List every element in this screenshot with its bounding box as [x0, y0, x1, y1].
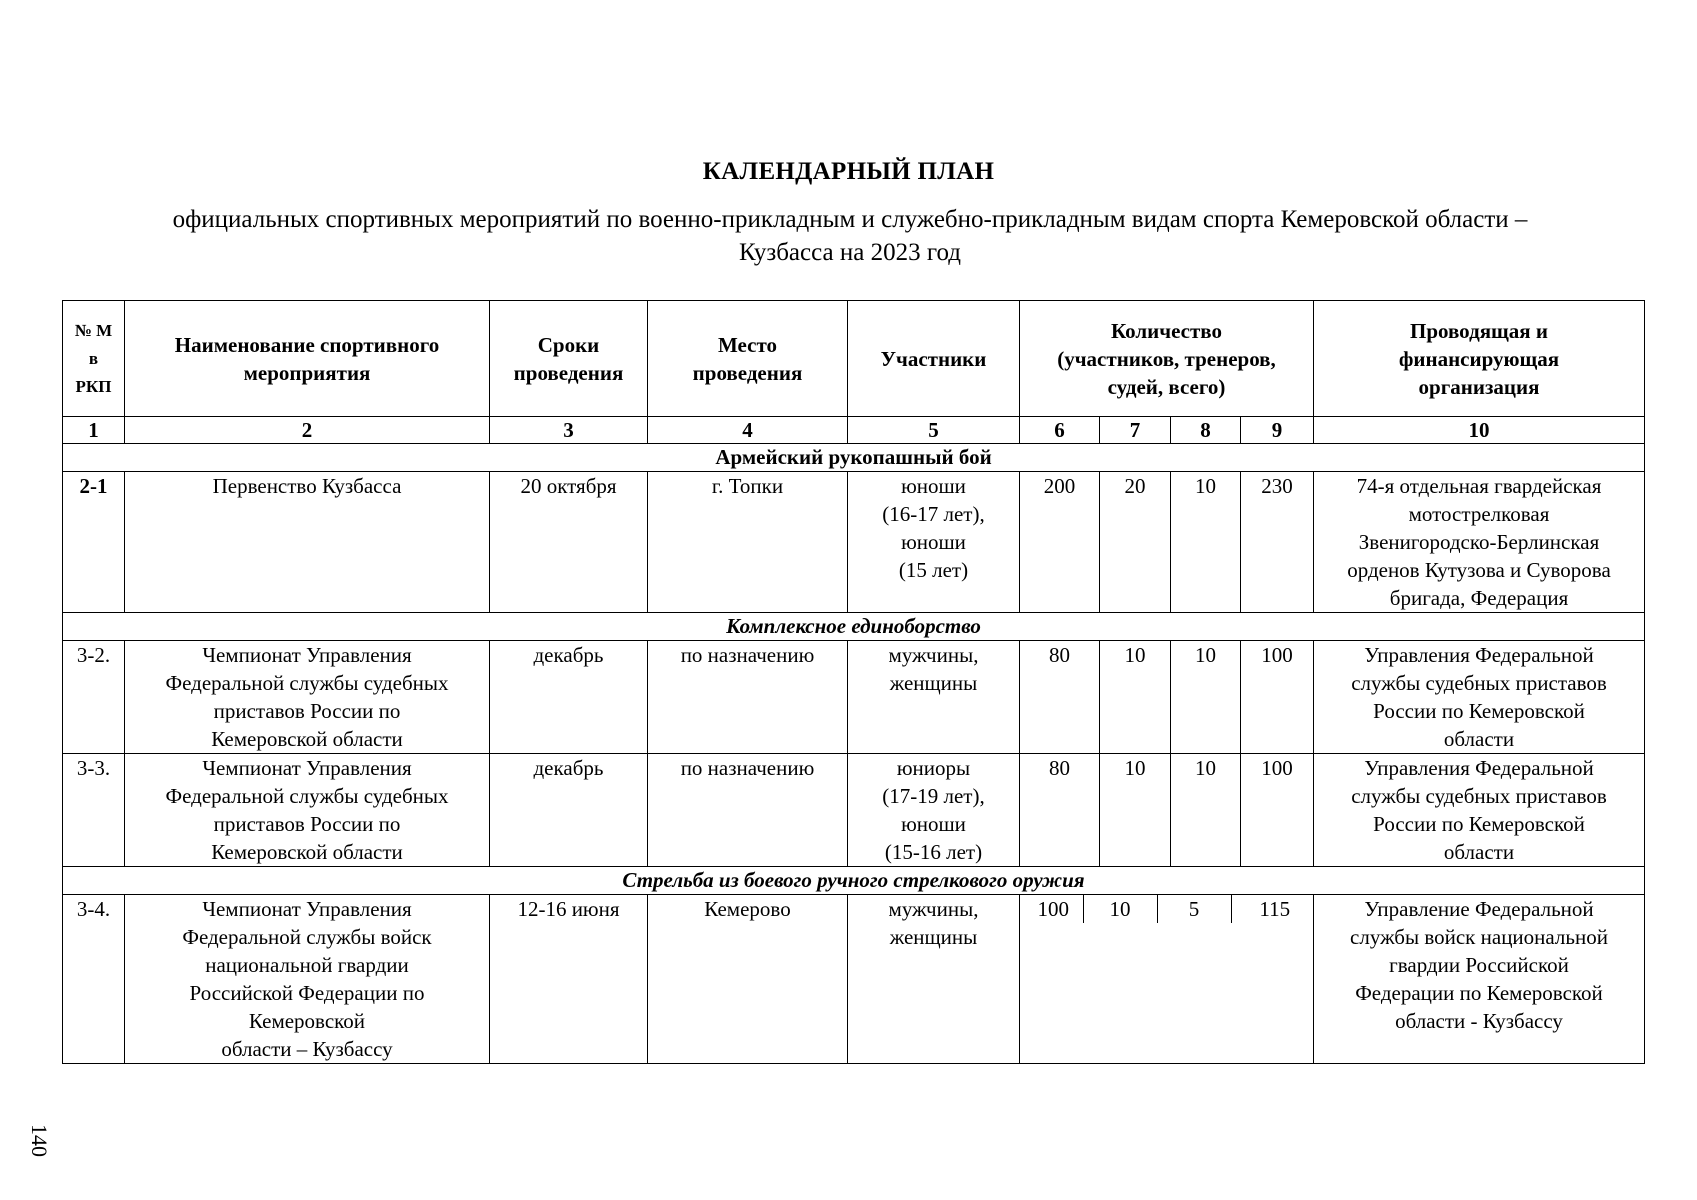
header-name: Наименование спортивного мероприятия	[125, 301, 490, 417]
cell-place: по назначению	[648, 754, 848, 867]
page-number: 140	[27, 1124, 52, 1157]
cell-place: Кемерово	[648, 895, 848, 1064]
header-num: № М в РКП	[63, 301, 125, 417]
column-number: 6	[1020, 417, 1100, 444]
section-row	[63, 444, 1645, 472]
cell-participants-count: 80	[1020, 754, 1100, 867]
document-subtitle	[70, 203, 1630, 269]
counts-inner-table	[1024, 895, 1318, 923]
cell-total-count: 115	[1231, 895, 1318, 923]
cell-num: 3-4.	[63, 895, 125, 1064]
cell-dates: декабрь	[490, 641, 648, 754]
header-count: Количество (участников, тренеров, судей, всего)	[1020, 301, 1314, 417]
cell-place: по назначению	[648, 641, 848, 754]
column-number: 4	[648, 417, 848, 444]
subtitle-line-1: официальных спортивных мероприятий по военно-прикладным и служебно-прикладным видам спорта Кемеровской области –	[172, 206, 1528, 233]
cell-judges-count: 5	[1157, 895, 1231, 923]
cell-participants: мужчины, женщины	[848, 641, 1020, 754]
header-participants: Участники	[848, 301, 1020, 417]
cell-counts-group	[1020, 895, 1314, 1064]
cell-total-count: 100	[1241, 754, 1314, 867]
cell-coaches-count: 10	[1100, 641, 1171, 754]
table-row	[63, 641, 1645, 754]
cell-coaches-count: 10	[1083, 895, 1157, 923]
cell-org: 74-я отдельная гвардейская мотострелковая Звенигородско-Берлинская орденов Кутузова и Суворова бригада, Федерация	[1314, 472, 1645, 613]
cell-participants: юниоры (17-19 лет), юноши (15-16 лет)	[848, 754, 1020, 867]
subtitle-line-2: Кузбасса на 2023 год	[739, 239, 961, 266]
cell-participants: юноши (16-17 лет), юноши (15 лет)	[848, 472, 1020, 613]
cell-participants: мужчины, женщины	[848, 895, 1020, 1064]
header-dates: Сроки проведения	[490, 301, 648, 417]
section-title: Армейский рукопашный бой	[63, 444, 1645, 472]
cell-judges-count: 10	[1171, 641, 1241, 754]
cell-judges-count: 10	[1171, 754, 1241, 867]
cell-total-count: 230	[1241, 472, 1314, 613]
header-org: Проводящая и финансирующая организация	[1314, 301, 1645, 417]
cell-name: Чемпионат Управления Федеральной службы судебных приставов России по Кемеровской области	[125, 641, 490, 754]
cell-dates: 20 октября	[490, 472, 648, 613]
column-numbers-row	[63, 417, 1645, 444]
cell-num: 3-2.	[63, 641, 125, 754]
document-title: КАЛЕНДАРНЫЙ ПЛАН	[702, 158, 995, 185]
cell-judges-count: 10	[1171, 472, 1241, 613]
calendar-plan-table	[62, 300, 1645, 1064]
table-row	[63, 472, 1645, 613]
section-row	[63, 613, 1645, 641]
header-place: Место проведения	[648, 301, 848, 417]
cell-org: Управление Федеральной службы войск национальной гвардии Российской Федерации по Кемеровской области - Кузбассу	[1314, 895, 1645, 1064]
column-number: 10	[1314, 417, 1645, 444]
cell-name: Чемпионат Управления Федеральной службы судебных приставов России по Кемеровской области	[125, 754, 490, 867]
cell-num: 3-3.	[63, 754, 125, 867]
table-row	[63, 754, 1645, 867]
cell-org: Управления Федеральной службы судебных приставов России по Кемеровской области	[1314, 641, 1645, 754]
column-number: 7	[1100, 417, 1171, 444]
cell-participants-count: 100	[1037, 897, 1069, 921]
column-number: 3	[490, 417, 648, 444]
cell-coaches-count: 20	[1100, 472, 1171, 613]
cell-num: 2-1	[63, 472, 125, 613]
section-title: Стрельба из боевого ручного стрелкового оружия	[63, 867, 1645, 895]
cell-participants-count: 200	[1020, 472, 1100, 613]
table-row	[63, 895, 1645, 1064]
cell-participants-count: 80	[1020, 641, 1100, 754]
cell-dates: 12-16 июня	[490, 895, 648, 1064]
counts-inner-row	[1024, 895, 1318, 923]
cell-total-count: 100	[1241, 641, 1314, 754]
section-row	[63, 867, 1645, 895]
column-number: 5	[848, 417, 1020, 444]
cell-place: г. Топки	[648, 472, 848, 613]
cell-name: Чемпионат Управления Федеральной службы войск национальной гвардии Российской Федерации по Кемеровской области – Кузбассу	[125, 895, 490, 1064]
cell-org: Управления Федеральной службы судебных приставов России по Кемеровской области	[1314, 754, 1645, 867]
column-number: 8	[1171, 417, 1241, 444]
cell-coaches-count: 10	[1100, 754, 1171, 867]
cell-name: Первенство Кузбасса	[125, 472, 490, 613]
header-row	[63, 301, 1645, 417]
column-number: 1	[63, 417, 125, 444]
section-title: Комплексное единоборство	[63, 613, 1645, 641]
cell-dates: декабрь	[490, 754, 648, 867]
column-number: 2	[125, 417, 490, 444]
column-number: 9	[1241, 417, 1314, 444]
